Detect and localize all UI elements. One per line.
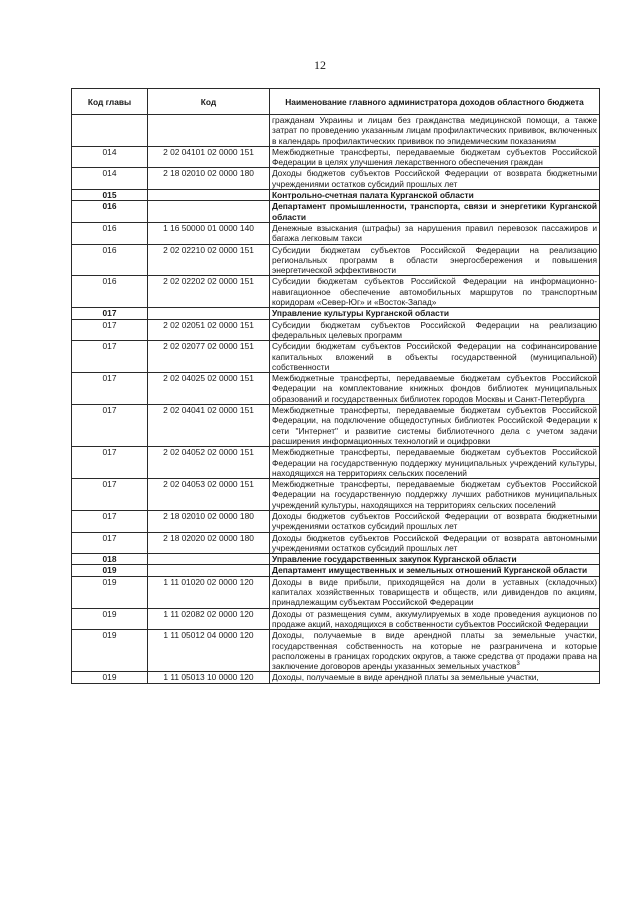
chapter-cell-text: 019 (102, 565, 117, 576)
code-cell (148, 554, 270, 565)
name-cell (270, 115, 600, 147)
name-cell-text: Управление культуры Курганской области (272, 308, 450, 319)
chapter-cell-text: 017 (102, 479, 117, 490)
name-cell-text: Доходы, получаемые в виде арендной платы за земельные участки, (272, 672, 539, 683)
name-cell (270, 532, 600, 554)
table-header-row (72, 89, 600, 115)
name-cell-text: Управление государственных закупок Курганской области (272, 554, 517, 565)
chapter-cell-text: 017 (102, 510, 117, 521)
column-header-code: Код (148, 89, 270, 115)
code-cell (148, 608, 270, 630)
name-cell-text: Департамент промышленности, транспорта, связи и энергетики Курганской области (272, 201, 597, 222)
table-body (72, 115, 600, 684)
name-cell (270, 373, 600, 405)
code-cell-text: 2 02 02210 02 0000 151 (163, 244, 254, 255)
name-cell-text: Доходы бюджетов субъектов Российской Федерации от возврата бюджетными учреждениями остатков субсидий прошлых лет (272, 168, 597, 189)
code-cell (148, 168, 270, 190)
chapter-cell (72, 672, 148, 683)
chapter-cell-text: 019 (102, 672, 117, 683)
name-cell-text: Департамент имущественных и земельных отношений Курганской области (272, 565, 588, 576)
chapter-cell (72, 405, 148, 447)
code-cell-text: 1 11 05013 10 0000 120 (163, 672, 254, 683)
name-cell-text: гражданам Украины и лицам без гражданства медицинской помощи, а также затрат по проведению указанным лицам профилактических прививок, включенных в календарь профилактических прививок по эпидемическим показаниям (272, 115, 597, 146)
page-number: 12 (314, 58, 326, 72)
table-section-row (72, 190, 600, 201)
code-cell (148, 510, 270, 532)
table-row (72, 146, 600, 168)
name-cell-text: Субсидии бюджетам субъектов Российской Федерации на реализацию федеральных целевых программ (272, 319, 597, 340)
chapter-cell-text: 019 (102, 608, 117, 619)
code-cell-text: 2 02 02202 02 0000 151 (163, 276, 254, 287)
table-row (72, 168, 600, 190)
name-cell (270, 146, 600, 168)
chapter-cell-text: 017 (102, 373, 117, 384)
code-cell-text: 2 02 04101 02 0000 151 (163, 146, 254, 157)
code-cell (148, 532, 270, 554)
code-cell (148, 479, 270, 511)
name-cell-text: Субсидии бюджетам субъектов Российской Федерации на информационно-навигационное обеспечение автомобильных маршрутов по транспортным коридорам «Север-Юг» и «Восток-Запад» (272, 276, 597, 308)
name-cell-text: Доходы, получаемые в виде арендной платы за земельные участки, государственная собственность на которые не разграничена и которые расположены в границах городских округов, а также средства от продажи права на заключение договоров аренды указанных земельных участков (272, 630, 597, 672)
name-cell (270, 608, 600, 630)
name-cell (270, 672, 600, 683)
table-section-row (72, 308, 600, 319)
code-cell (148, 565, 270, 576)
table-row (72, 608, 600, 630)
name-cell (270, 190, 600, 201)
column-header-name: Наименование главного администратора доходов областного бюджета (270, 89, 600, 115)
chapter-cell (72, 554, 148, 565)
code-cell-text: 2 02 04053 02 0000 151 (163, 479, 254, 490)
name-cell (270, 405, 600, 447)
code-cell (148, 672, 270, 683)
name-cell (270, 308, 600, 319)
name-cell (270, 201, 600, 223)
name-cell (270, 510, 600, 532)
code-cell (148, 405, 270, 447)
name-cell-text: Доходы в виде прибыли, приходящейся на доли в уставных (складочных) капиталах хозяйственных товариществ и обществ, или дивидендов по акциям, принадлежащим субъектам Российской Федерации (272, 576, 597, 608)
name-cell-text: Межбюджетные трансферты, передаваемые бюджетам субъектов Российской Федерации на комплектование книжных фондов библиотек муниципальных образований и государственных библиотек городов Москвы и Санкт-Петербурга (272, 373, 597, 404)
table-row (72, 479, 600, 511)
code-cell (148, 276, 270, 308)
chapter-cell-text: 016 (102, 244, 117, 255)
chapter-cell-text: 017 (102, 308, 117, 319)
revenue-administrators-table (71, 88, 600, 684)
name-cell (270, 244, 600, 276)
chapter-cell-text: 016 (102, 222, 117, 233)
name-cell-text: Субсидии бюджетам субъектов Российской Федерации на реализацию региональных программ в области энергосбережения и повышения энергетической эффективности (272, 244, 597, 276)
chapter-cell (72, 190, 148, 201)
chapter-cell-text: 014 (102, 168, 117, 179)
code-cell (148, 222, 270, 244)
chapter-cell (72, 510, 148, 532)
chapter-cell-text: 015 (102, 190, 117, 201)
table-row (72, 373, 600, 405)
name-cell (270, 565, 600, 576)
name-cell-text: Доходы от размещения сумм, аккумулируемых в ходе проведения аукционов по продаже акций, находящихся в собственности субъектов Российской Федерации (272, 608, 597, 629)
chapter-cell-text: 018 (102, 554, 117, 565)
table-row (72, 532, 600, 554)
chapter-cell-text: 016 (102, 201, 117, 212)
chapter-cell-text: 017 (102, 405, 117, 416)
chapter-cell-text: 017 (102, 447, 117, 458)
chapter-cell (72, 115, 148, 147)
chapter-cell (72, 373, 148, 405)
chapter-cell (72, 308, 148, 319)
name-cell-text: Контрольно-счетная палата Курганской области (272, 190, 474, 201)
table-row (72, 222, 600, 244)
code-cell-text: 1 16 50000 01 0000 140 (163, 222, 254, 233)
table-row (72, 630, 600, 672)
name-cell (270, 479, 600, 511)
table-row (72, 276, 600, 308)
table-row (72, 576, 600, 608)
code-cell (148, 576, 270, 608)
chapter-cell (72, 168, 148, 190)
code-cell (148, 115, 270, 147)
code-cell-text: 1 11 05012 04 0000 120 (163, 630, 254, 641)
chapter-cell-text: 019 (102, 576, 117, 587)
table-section-row (72, 201, 600, 223)
chapter-cell (72, 630, 148, 672)
table-section-row (72, 565, 600, 576)
name-cell-text: Межбюджетные трансферты, передаваемые бюджетам субъектов Российской Федерации, на подключение общедоступных библиотек Российской Федерации к сети "Интернет" и развитие системы библиотечного дела с учетом задачи расширения информационных технологий и оцифровки (272, 405, 597, 446)
code-cell (148, 630, 270, 672)
code-cell (148, 341, 270, 373)
table-row (72, 672, 600, 683)
code-cell (148, 308, 270, 319)
table-row (72, 405, 600, 447)
chapter-cell-text: 019 (102, 630, 117, 641)
chapter-cell (72, 608, 148, 630)
table-row (72, 244, 600, 276)
name-cell (270, 168, 600, 190)
chapter-cell-text: 017 (102, 341, 117, 352)
code-cell-text: 2 18 02010 02 0000 180 (163, 510, 254, 521)
chapter-cell-text: 016 (102, 276, 117, 287)
code-cell-text: 1 11 02082 02 0000 120 (163, 608, 254, 619)
chapter-cell-text: 014 (102, 146, 117, 157)
code-cell-text: 2 02 04025 02 0000 151 (163, 373, 254, 384)
code-cell (148, 201, 270, 223)
name-cell-text: Межбюджетные трансферты, передаваемые бюджетам субъектов Российской Федерации в целях улучшения лекарственного обеспечения граждан (272, 146, 597, 168)
chapter-cell (72, 201, 148, 223)
name-cell-text: Доходы бюджетов субъектов Российской Федерации от возврата бюджетными учреждениями остатков субсидий прошлых лет (272, 510, 597, 532)
name-cell-text: Межбюджетные трансферты, передаваемые бюджетам субъектов Российской Федерации на государственную поддержку муниципальных учреждений культуры, находящихся на территориях сельских поселений (272, 447, 597, 478)
name-cell (270, 276, 600, 308)
code-cell-text: 2 02 02077 02 0000 151 (163, 341, 254, 352)
code-cell (148, 244, 270, 276)
name-cell-text: Доходы бюджетов субъектов Российской Федерации от возврата автономными учреждениями остатков субсидий прошлых лет (272, 532, 597, 553)
chapter-cell (72, 447, 148, 479)
code-cell-text: 2 18 02020 02 0000 180 (163, 532, 254, 543)
chapter-cell (72, 222, 148, 244)
code-cell (148, 373, 270, 405)
chapter-cell (72, 341, 148, 373)
name-cell (270, 341, 600, 373)
code-cell-text: 1 11 01020 02 0000 120 (163, 576, 254, 587)
name-cell-text: Субсидии бюджетам субъектов Российской Федерации на софинансирование капитальных вложений в объекты государственной (муниципальной) собственности (272, 341, 597, 372)
name-cell (270, 554, 600, 565)
chapter-cell-text: 017 (102, 319, 117, 330)
code-cell-text: 2 02 04041 02 0000 151 (163, 405, 254, 416)
chapter-cell (72, 532, 148, 554)
name-cell (270, 630, 600, 672)
code-cell-text: 2 02 02051 02 0000 151 (163, 319, 254, 330)
code-cell (148, 319, 270, 341)
column-header-chapter: Код главы (72, 89, 148, 115)
name-cell-text: Межбюджетные трансферты, передаваемые бюджетам субъектов Российской Федерации на государственную поддержку лучших работников муниципальных учреждений культуры, находящихся на территориях сельских поселений (272, 479, 597, 510)
code-cell (148, 190, 270, 201)
name-cell (270, 319, 600, 341)
chapter-cell (72, 146, 148, 168)
code-cell (148, 447, 270, 479)
name-cell (270, 222, 600, 244)
code-cell-text: 2 02 04052 02 0000 151 (163, 447, 254, 458)
table-row (72, 447, 600, 479)
table-row (72, 115, 600, 147)
table-row (72, 510, 600, 532)
code-cell-text: 2 18 02010 02 0000 180 (163, 168, 254, 179)
chapter-cell (72, 244, 148, 276)
table-section-row (72, 554, 600, 565)
chapter-cell (72, 276, 148, 308)
chapter-cell (72, 565, 148, 576)
table-row (72, 319, 600, 341)
code-cell (148, 146, 270, 168)
name-cell (270, 576, 600, 608)
chapter-cell (72, 479, 148, 511)
chapter-cell-text: 017 (102, 532, 117, 543)
name-cell (270, 447, 600, 479)
table-row (72, 341, 600, 373)
footnote-mark: 3 (516, 661, 520, 668)
chapter-cell (72, 576, 148, 608)
name-cell-text: Денежные взыскания (штрафы) за нарушения правил перевозок пассажиров и багажа легковым такси (272, 222, 597, 244)
chapter-cell (72, 319, 148, 341)
